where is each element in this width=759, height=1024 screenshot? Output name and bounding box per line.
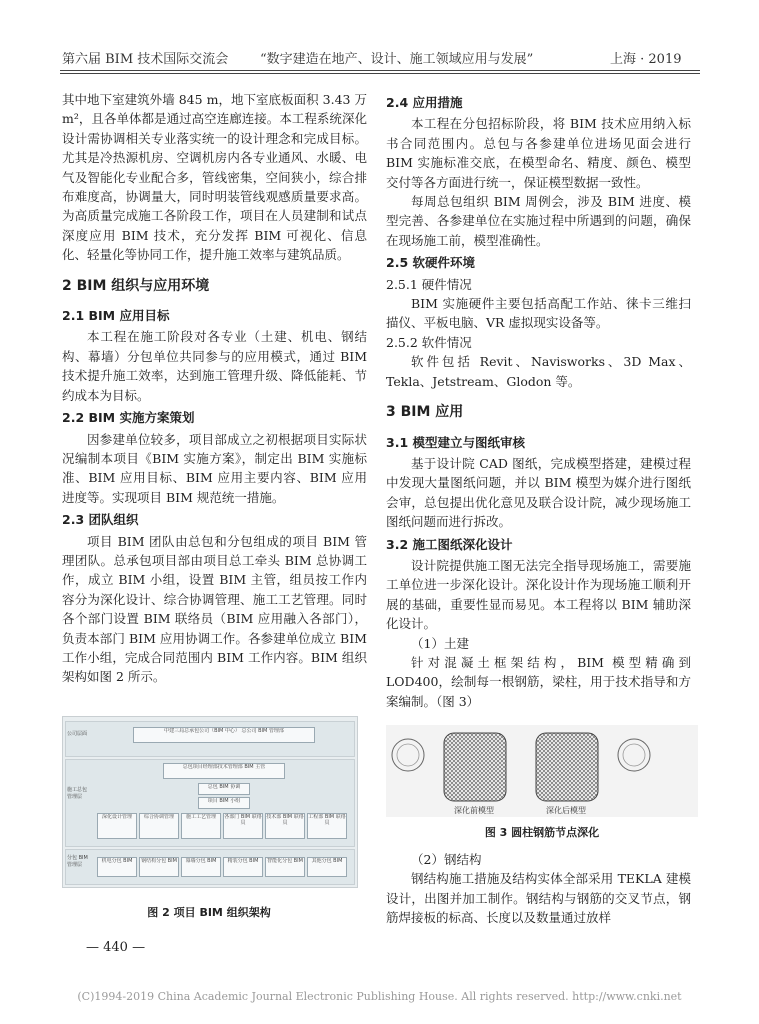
section-2-1-heading: 2.1 BIM 应用目标 [62,308,170,324]
section-3-1-heading: 3.1 模型建立与图纸审核 [386,434,525,450]
section-2-4-heading: 2.4 应用措施 [386,95,463,110]
org-sub-box: 智能化分包 BIM [265,857,305,877]
right-column-continued [386,850,691,928]
org-dept-box: 技术部 BIM 联络员 [265,813,305,839]
section-2-4-text-b: 每周总包组织 BIM 周例会，涉及 BIM 进度、模型完善、各参建单位在实施过程中所遇到的问题，确保在现场施工前，模型准确性。 [386,194,691,248]
figure-3-caption: 图 3 圆柱钢筋节点深化 [484,826,600,839]
item-2-heading: （2）钢结构 [411,852,482,867]
org-dept-box: 施工工艺管理 [181,813,221,839]
section-3-heading: 3 BIM 应用 [386,404,464,421]
org-sub-box: 钢结构分包 BIM [139,857,179,877]
org-dept-box: 深化设计管理 [97,813,137,839]
org-lead-box: 总包项目经理部技术管理部 BIM 主管 [163,763,285,779]
header-rule-bottom [60,73,700,74]
general-contractor-label: 施工总包管理层 [67,787,88,800]
org-sub-box: 其他分包 BIM [307,857,347,877]
section-2-5-1-text: BIM 实施硬件主要包括高配工作站、徕卡三维扫描仪、平板电脑、VR 虚拟现实设备等。 [386,296,691,331]
section-2-5-heading: 2.5 软硬件环境 [386,255,475,271]
item-2-text: 钢结构施工措施及结构实体全部采用 TEKLA 建模设计，出图并加工制作。钢结构与钢筋的交叉节点，钢筋焊接板的标高、长度以及数量通过放样 [386,871,691,926]
section-3-2-heading: 3.2 施工图纸深化设计 [386,536,513,552]
org-sub-box: 机电分包 BIM [97,857,137,877]
figure-2-caption: 图 2 项目 BIM 组织架构 [147,906,271,919]
header-rule-top [60,70,700,71]
section-2-3-text: 项目 BIM 团队由总包和分包组成的项目 BIM 管理团队。总承包项目部由项目总工牵头 BIM 总协调工作，成立 BIM 小组，设置 BIM 主管，组员按工作内容分为深化设计、综合协调管理、施工工艺管理。同时各个部门设置 BIM 联络员（BIM 应用融入各部门），负责本部门 BIM 应用协调工作。各参建单位成立 BIM 工作小组，完成合同范围内 BIM 工作内容。BIM 组织架构如图 2 所示。 [62,533,367,685]
org-sub-box: 幕墙分包 BIM [181,857,221,877]
bim-organization-chart [62,716,358,888]
org-dept-box: 工程部 BIM 联络员 [307,813,347,839]
right-column [386,90,691,711]
section-2-heading: 2 BIM 组织与应用环境 [62,277,210,294]
before-model-label: 深化前模型 [454,806,494,815]
section-2-4-text-a: 本工程在分包招标阶段，将 BIM 技术应用纳入标书合同范围内。总包与各参建单位进场见面会进行 BIM 实施标准交底，在模型命名、精度、颜色、模型交付等各方面进行统一，保证模型数据一致性。 [386,116,691,190]
intro-paragraph: 其中地下室建筑外墙 845 m，地下室底板面积 3.43 万 m²，且各单体都是通过高空连廊连接。本工程系统深化设计需协调相关专业落实统一的设计理念和完成目标。尤其是冷热源机房、空调机房内各专业通风、水暖、电气及智能化专业配合多，管线密集，空间狭小，综合排布难度高，协调量大，同时明装管线观感质量要求高。为高质量完成施工各阶段工作，项目在人员建制和试点深度应用 BIM 技术，充分发挥 BIM 可视化、信息化、轻量化等协同工作，提升施工效率与建筑品质。 [62,92,367,263]
company-level-label: 公司层面 [67,731,88,737]
org-coord-box: 总包 BIM 协调 [198,783,250,795]
left-column [62,90,367,687]
copyright-footer: (C)1994-2019 China Academic Journal Electronic Publishing House. All rights reserved. http://www.cnki.net [77,990,682,1003]
org-group-box: 项目 BIM 小组 [198,797,250,809]
org-dept-box: 综合协调管理 [139,813,179,839]
header-conference: 第六届 BIM 技术国际交流会 [62,52,229,67]
item-1-heading: （1）土建 [411,635,469,651]
page-number: — 440 — [86,940,146,955]
subcontractor-label: 分包 BIM 管理层 [67,855,88,868]
item-1-text: 针对混凝土框架结构，BIM 模型精确到 LOD400，绘制每一根钢筋，梁柱，用于技术指导和方案编制。（图 3） [386,654,691,709]
section-3-1-text: 基于设计院 CAD 图纸，完成模型搭建，建模过程中发现大量图纸问题，并以 BIM 模型为媒介进行图纸会审，总包提出优化意见及联合设计院，减少现场施工图纸问题而进行拆改。 [386,455,691,530]
after-model-label: 深化后模型 [546,806,586,815]
org-top-box: 中建三局总承包公司（BIM 中心） 总公司 BIM 管理部 [133,727,315,743]
header-location: 上海 · 2019 [610,52,682,67]
section-2-5-2-heading: 2.5.2 软件情况 [386,334,472,350]
org-sub-box: 精装分包 BIM [223,857,263,877]
section-2-1-text: 本工程在施工阶段对各专业（土建、机电、钢结构、幕墙）分包单位共同参与的应用模式，通过 BIM 技术提升施工效率，达到施工管理升级、降低能耗、节约成本为目标。 [62,329,367,403]
rebar-node-illustration [386,725,698,817]
org-dept-box: 各部门 BIM 联络员 [223,813,263,839]
header-theme: “数字建造在地产、设计、施工领域应用与发展” [260,52,534,67]
section-2-2-heading: 2.2 BIM 实施方案策划 [62,410,195,426]
section-3-2-text: 设计院提供施工图无法完全指导现场施工，需要施工单位进一步深化设计。深化设计作为现场施工顺利开展的基础，重要性显而易见。本工程将以 BIM 辅助深化设计。 [386,557,691,632]
section-2-5-1-heading: 2.5.1 硬件情况 [386,276,472,292]
section-2-3-heading: 2.3 团队组织 [62,512,139,528]
rebar-node-figure [386,725,698,817]
section-2-5-2-text: 软件包括 Revit、Navisworks、3D Max、Tekla、Jetstream、Glodon 等。 [386,354,691,389]
section-2-2-text: 因参建单位较多，项目部成立之初根据项目实际状况编制本项目《BIM 实施方案》，制定出 BIM 实施标准、BIM 应用目标、BIM 应用主要内容、BIM 应用进度等。实现项目 BIM 规范统一措施。 [62,431,367,505]
